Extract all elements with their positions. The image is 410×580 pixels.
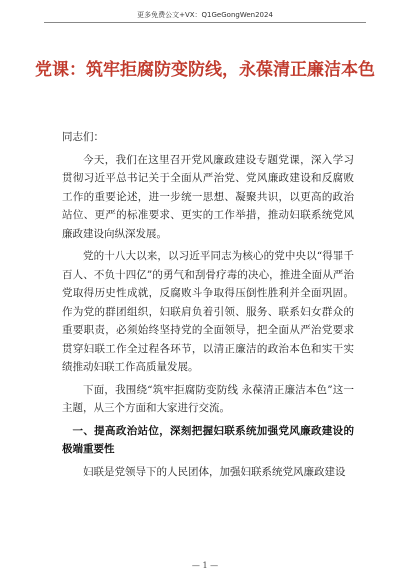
- paragraph-3: 下面，我围绕“筑牢拒腐防变防线 永葆清正廉洁本色”这一主题，从三个方面和大家进行交流。: [62, 383, 354, 414]
- section-heading-1: 一、提高政治站位，深刻把握妇联系统加强党风廉政建设的极端重要性: [62, 424, 354, 455]
- paragraph-2: 党的十八大以来，以习近平同志为核心的党中央以“得罪千百人、不负十四亿”的勇气和刮骨疗毒的决心，推进全面从严治党取得历史性成就，反腐败斗争取得压倒性胜利并全面巩固。作为党的群团组织，妇联肩负着引领、服务、联系妇女群众的重要职责，必须始终坚持党的全面领导，把全面从严治党要求贯穿妇联工作全过程各环节，以清正廉洁的政治本色和实干实绩推动妇联工作高质量发展。: [62, 250, 354, 373]
- paragraph-4: 妇联是党领导下的人民团体，加强妇联系统党风廉政建设: [83, 465, 346, 478]
- page-header: [0, 10, 410, 20]
- header-text: 更多免费公文+VX：Q1GeGongWen2024: [137, 11, 273, 19]
- header-divider: [44, 22, 366, 23]
- document-title: 党课：筑牢拒腐防变防线，永葆清正廉洁本色: [35, 60, 375, 80]
- document-body: [62, 128, 354, 481]
- paragraph-1: 今天，我们在这里召开党风廉政建设专题党课，深入学习贯彻习近平总书记关于全面从严治党、党风廉政建设和反腐败工作的重要论述，进一步统一思想、凝聚共识，以更高的政治站位、更严的标准要求、更实的工作举措，推动妇联系统党风廉政建设向纵深发展。: [62, 153, 354, 240]
- page-number: — 1 —: [191, 561, 219, 570]
- greeting: 同志们：: [62, 131, 104, 143]
